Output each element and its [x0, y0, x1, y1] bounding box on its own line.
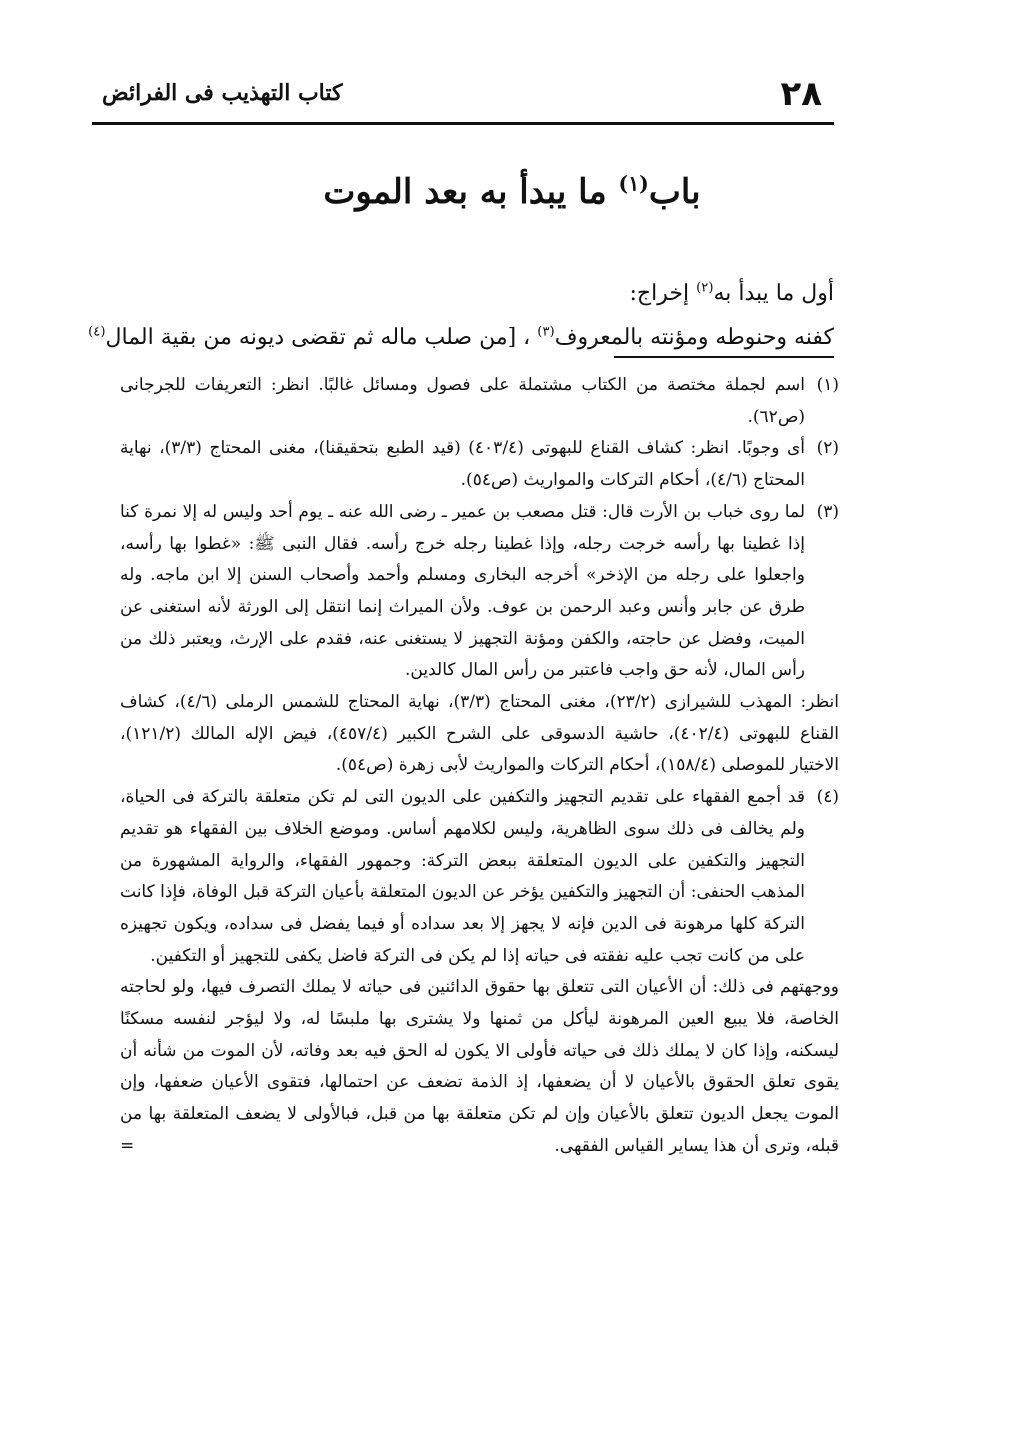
- footnote-ref[interactable]: (١): [618, 171, 649, 196]
- footnote-4: [120, 782, 839, 1162]
- page-number: ٢٨: [780, 74, 822, 114]
- footnote-text-continued: ووجهتهم فى ذلك: أن الأعيان التى تتعلق بها حقوق الدائنين فى حياته لا يملك التصرف فيها، ولو لحاجته الخاصة، فلا يبيع العين المرهونة ليأكل من ثمنها ولا يشترى بها ملبسًا له، ولا ليؤجر لنفسه مسكنًا ليسكنه، وإذا كان لا يملك ذلك فى حياته فأولى الا يكون له الحق فيه بعد وفاته، لأن الموت من شأنه أن يقوى تعلق الحقوق بالأعيان لا أن يضعفها، إذ الذمة تضعف عن احتمالها، فتقوى الأعيان ضعفها، وإن الموت يجعل الديون تتعلق بالأعيان وإن لم تكن متعلقة بها من قبل، فبالأولى لا يضعف المتعلقة بها من قبله، وترى أن هذا يساير القياس الفقهى.: [120, 977, 839, 1156]
- footnote-number: (٤): [816, 787, 839, 808]
- footnote-text: اسم لجملة مختصة من الكتاب مشتملة على فصول ومسائل غالبًا. انظر: التعريفات للجرجانى (ص٦٢).: [120, 375, 805, 427]
- footnote-1: [120, 370, 839, 433]
- footnote-text: لما روى خباب بن الأرت قال: قتل مصعب بن عمير ـ رضى الله عنه ـ يوم أحد وليس له إلا نمرة كنا إذا غطينا بها رأسه خرجت رجله، وإذا غطينا رجله خرج رأسه. فقال النبى ﷺ: «غطوا بها رأسه، واجعلوا على رجله من الإذخر» أخرجه البخارى ومسلم وأحمد وأصحاب السنن إلا ابن ماجه. وله طرق عن جابر وأنس وعبد الرحمن بن عوف. ولأن الميراث إنما انتقل إلى الورثة لأنه استغنى عن الميت، وفضل عن حاجته، والكفن ومؤنة التجهيز لا يستغنى عنه، فقدم على الإرث، ويعتبر ذلك من رأس المال، لأنه حق واجب فاعتبر من رأس المال كالدين.: [120, 501, 805, 681]
- footnote-separator: [614, 356, 834, 358]
- chapter-title-text: ما يبدأ به بعد الموت: [323, 172, 607, 212]
- text-segment: ، [من صلب ماله ثم تقضى ديونه من بقية المال: [105, 325, 531, 350]
- main-text-line: [88, 316, 834, 360]
- page-header: [92, 70, 834, 125]
- footnote-ref[interactable]: (٢): [696, 280, 714, 296]
- footnote-number: (٢): [816, 438, 839, 459]
- main-text-line: [160, 272, 834, 316]
- footnote-text: قد أجمع الفقهاء على تقديم التجهيز والتكفين على الديون التى لم تكن متعلقة بالتركة فى الحياة، ولم يخالف فى ذلك سوى الظاهرية، وليس لكلامهم أساس. وموضع الخلاف بين الفقهاء هو تقديم التجهيز والتكفين على الديون المتعلقة ببعض التركة: وجمهور الفقهاء، والرواية المشهورة من المذهب الحنفى: أن التجهيز والتكفين يؤخر عن الديون المتعلقة بأعيان التركة قبل الوفاة، فإذا كانت التركة كلها مرهونة فى الدين فإنه لا يجهز إلا بعد سداده أو فيما يفضل فى سداده، ويكون تجهيزه على من كانت تجب عليه نفقته فى حياته إذا لم يكن فى التركة فاضل يكفى للتجهيز أو التكفين.: [120, 787, 805, 966]
- footnote-number: (٣): [816, 501, 839, 522]
- footnotes: [120, 370, 839, 1163]
- main-text: [88, 272, 834, 360]
- text-segment: إخراج:: [629, 281, 690, 306]
- footnote-ref[interactable]: (٤): [88, 324, 106, 340]
- continuation-mark: =: [120, 1135, 135, 1156]
- footnote-number: (١): [816, 375, 839, 395]
- chapter-title: [0, 172, 1024, 212]
- text-segment: كفنه وحنوطه ومؤنته بالمعروف: [554, 325, 834, 350]
- footnote-ref[interactable]: (٣): [537, 324, 555, 340]
- chapter-title-prefix: باب: [648, 172, 701, 212]
- footnote-2: [120, 433, 839, 496]
- footnote-references: انظر: المهذب للشيرازى (٢٣/٢)، مغنى المحتاج (٣/٣)، نهاية المحتاج للشمس الرملى (٤/٦)، كشاف القناع للبهوتى (٤٠٢/٤)، حاشية الدسوقى على الشرح الكبير (٤٥٧/٤)، فيض الإله المالك (١٢١/٢)، الاختيار للموصلى (١٥٨/٤)، أحكام التركات والمواريث لأبى زهرة (ص٥٤).: [120, 692, 839, 776]
- footnote-text: أى وجوبًا. انظر: كشاف القناع للبهوتى (٤٠٣/٤) (قيد الطبع بتحقيقنا)، مغنى المحتاج (٣/٣)، نهاية المحتاج (٤/٦)، أحكام التركات والمواريث (ص٥٤).: [120, 438, 805, 491]
- footnote-3: [120, 497, 839, 782]
- text-segment: أول ما يبدأ به: [713, 281, 834, 306]
- running-title: كتاب التهذيب فى الفرائض: [102, 80, 343, 106]
